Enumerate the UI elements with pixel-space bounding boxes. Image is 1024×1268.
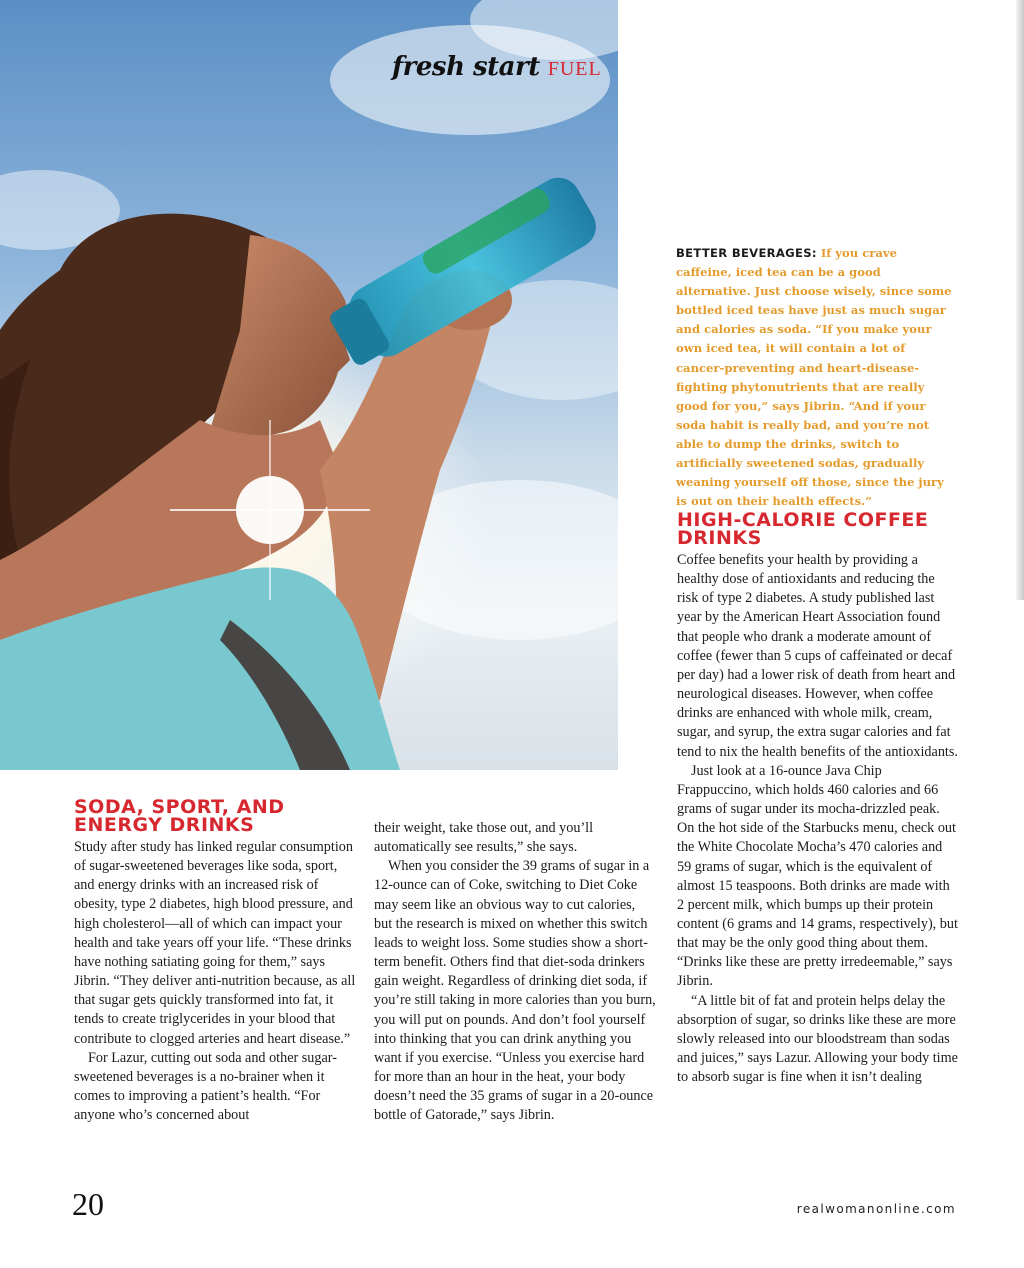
heading-coffee-drinks: HIGH-CALORIE COFFEE DRINKS bbox=[677, 509, 929, 549]
paragraph: their weight, take those out, and you’ll automatically see results,” she says. bbox=[374, 820, 594, 856]
section-tag: FUEL bbox=[547, 58, 602, 80]
article-column-2 bbox=[374, 819, 656, 1126]
paragraph: Coffee benefits your health by providing a healthy dose of antioxidants and reducing the risk of type 2 diabetes. A study published last year by the American Heart Association found that people who drank a moderate amount of coffee (fewer than 5 cups of caffeinated or decaf per day) had a lower risk of death from heart and neurological diseases. However, when coffee drinks are enhanced with whole milk, cream, sugar, and syrup, the extra sugar calories and fat tend to nix the health benefits of the antioxidants. bbox=[677, 552, 958, 760]
section-script-title: fresh start bbox=[392, 52, 540, 82]
heading-soda-drinks: SODA, SPORT, AND ENERGY DRINKS bbox=[74, 796, 285, 836]
better-beverages-sidebar bbox=[676, 244, 956, 511]
paragraph: “A little bit of fat and protein helps delay the absorption of sugar, so drinks like these are more slowly released into our bloodstream than sodas and juices,” says Lazur. Allowing your body time to absorb sugar is fine when it isn’t dealing bbox=[677, 992, 958, 1086]
section-header bbox=[392, 52, 602, 82]
page-number: 20 bbox=[72, 1186, 104, 1222]
sidebar-lead: BETTER BEVERAGES: bbox=[676, 246, 817, 260]
hero-photo bbox=[0, 0, 618, 770]
paragraph: Study after study has linked regular consumption of sugar-sweetened beverages like soda, sport, and energy drinks with an increased risk of obesity, type 2 diabetes, high blood pressure, and high cholesterol—all of which can impact your health and take years off your life. “These drinks have nothing satiating going for them,” says Jibrin. “They deliver anti-nutrition because, as all that sugar gets quickly transformed into fat, it tends to create triglycerides in your blood that contribute to clogged arteries and heart disease.” bbox=[74, 839, 356, 1047]
site-url[interactable]: realwomanonline.com bbox=[796, 1202, 956, 1216]
article-column-3 bbox=[677, 551, 959, 1087]
next-page-edge bbox=[1016, 0, 1024, 600]
sidebar-text: If you crave caffeine, iced tea can be a good alternative. Just choose wisely, since some bottled iced teas have just as much sugar and calories as soda. “If you make your own iced tea, it will contain a lot of cancer-preventing and heart-disease-fighting phytonutrients that are really good for you,” says Jibrin. “And if your soda habit is really bad, and you’re not able to dump the drinks, switch to artificially sweetened sodas, gradually weaning yourself off those, since the jury is out on their health effects.” bbox=[676, 246, 952, 509]
paragraph: For Lazur, cutting out soda and other sugar-sweetened beverages is a no-brainer when it comes to improving a patient’s health. “For anyone who’s concerned about bbox=[74, 1049, 337, 1124]
article-column-1 bbox=[74, 838, 356, 1125]
woman-drinking-water-illustration bbox=[0, 0, 618, 770]
paragraph: When you consider the 39 grams of sugar in a 12-ounce can of Coke, switching to Diet Coke may seem like an obvious way to cut calories, but the research is mixed on whether this switch leads to weight loss. Some studies show a short-term benefit. Others find that diet-soda drinkers gain weight. Regardless of drinking diet soda, if you’re still taking in more calories than you burn, you will put on pounds. And don’t fool yourself into thinking that you can drink anything you want if you exercise. “Unless you exercise hard for more than an hour in the heat, your body doesn’t need the 35 grams of sugar in a 20-ounce bottle of Gatorade,” says Jibrin. bbox=[374, 858, 656, 1124]
paragraph: Just look at a 16-ounce Java Chip Frappuccino, which holds 460 calories and 66 grams of sugar under its mocha-drizzled peak. On the hot side of the Starbucks menu, check out the White Chocolate Mocha’s 470 calories and 59 grams of sugar, which is the equivalent of almost 15 teaspoons. Both drinks are made with 2 percent milk, which bumps up their protein content (6 grams and 14 grams, respectively), but that may be the only good thing about them. “Drinks like these are pretty irredeemable,” says Jibrin. bbox=[677, 762, 958, 990]
